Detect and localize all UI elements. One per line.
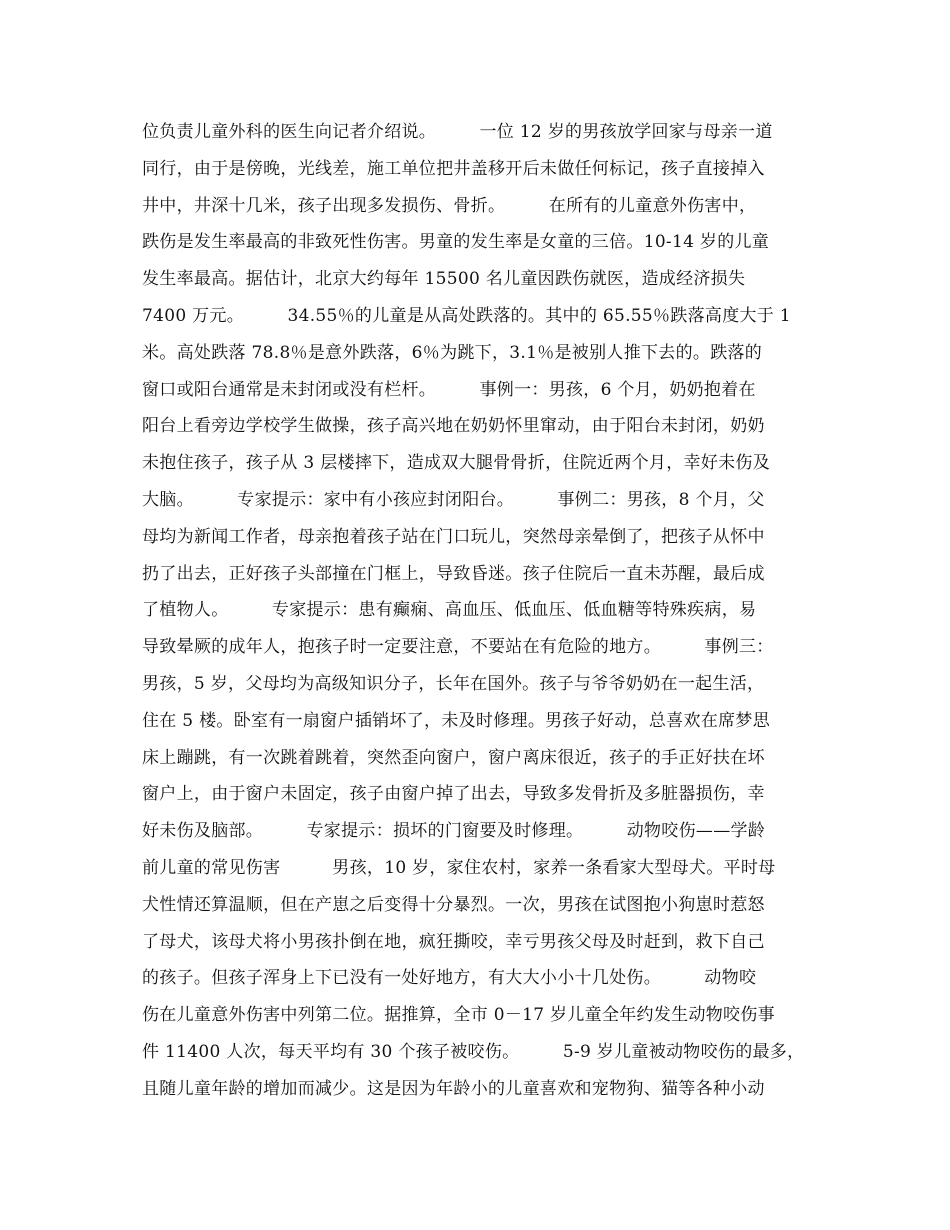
text-line: 了植物人。 专家提示：患有癫痫、高血压、低血压、低血糖等特殊疾病，易 [142, 600, 757, 621]
text-line: 大脑。 专家提示：家中有小孩应封闭阳台。 事例二：男孩，8 个月，父 [142, 489, 765, 510]
text-line: 井中，井深十几米，孩子出现多发损伤、骨折。 在所有的儿童意外伤害中， [142, 195, 757, 216]
text-line: 跌伤是发生率最高的非致死性伤害。男童的发生率是女童的三倍。10-14 岁的儿童 [142, 232, 770, 253]
text-line: 床上蹦跳，有一次跳着跳着，突然歪向窗户，窗户离床很近，孩子的手正好扶在坏 [142, 747, 765, 768]
text-line: 好未伤及脑部。 专家提示：损坏的门窗要及时修理。 动物咬伤——学龄 [142, 821, 766, 842]
text-line: 未抱住孩子，孩子从 3 层楼摔下，造成双大腿骨骨折，住院近两个月，幸好未伤及 [142, 453, 771, 474]
text-line: 位负责儿童外科的医生向记者介绍说。 一位 12 岁的男孩放学回家与母亲一道 [142, 122, 773, 142]
body-text [142, 114, 832, 1108]
text-line: 窗口或阳台通常是未封闭或没有栏杆。 事例一：男孩，6 个月，奶奶抱着在 [142, 379, 756, 400]
text-line: 导致晕厥的成年人，抱孩子时一定要注意，不要站在有危险的地方。 事例三： [142, 637, 774, 658]
text-line: 伤在儿童意外伤害中列第二位。据推算，全市 0－17 岁儿童全年约发生动物咬伤事 [142, 1005, 775, 1026]
text-line: 母均为新闻工作者，母亲抱着孩子站在门口玩儿，突然母亲晕倒了，把孩子从怀中 [142, 526, 765, 547]
text-line: 米。高处跌落 78.8％是意外跌落，6％为跳下，3.1％是被别人推下去的。跌落的 [142, 342, 763, 363]
text-line: 了母犬，该母犬将小男孩扑倒在地，疯狂撕咬，幸亏男孩父母及时赶到，救下自己 [142, 931, 765, 952]
text-line: 男孩，5 岁，父母均为高级知识分子，长年在国外。孩子与爷爷奶奶在一起生活， [142, 673, 765, 694]
text-line: 犬性情还算温顺，但在产崽之后变得十分暴烈。一次，男孩在试图抱小狗崽时惹怒 [142, 894, 765, 915]
text-line: 住在 5 楼。卧室有一扇窗户插销坏了，未及时修理。男孩子好动，总喜欢在席梦思 [142, 710, 771, 731]
text-line: 的孩子。但孩子浑身上下已没有一处好地方，有大大小小十几处伤。 动物咬 [142, 968, 757, 989]
text-line: 阳台上看旁边学校学生做操，孩子高兴地在奶奶怀里窜动，由于阳台未封闭，奶奶 [142, 416, 765, 437]
text-line: 前儿童的常见伤害 男孩，10 岁，家住农村，家养一条看家大型母犬。平时母 [142, 857, 776, 878]
text-line: 窗户上，由于窗户未固定，孩子由窗户掉了出去，导致多发骨折及多脏器损伤，幸 [142, 784, 765, 805]
text-line: 件 11400 人次，每天平均有 30 个孩子被咬伤。 5-9 岁儿童被动物咬伤的最多， [142, 1041, 805, 1062]
text-line: 扔了出去，正好孩子头部撞在门框上，导致昏迷。孩子住院后一直未苏醒，最后成 [142, 563, 765, 584]
text-line: 发生率最高。据估计，北京大约每年 15500 名儿童因跌伤就医，造成经济损失 [142, 269, 746, 290]
text-line: 7400 万元。 34.55％的儿童是从高处跌落的。其中的 65.55％跌落高度大于 1 [142, 305, 791, 326]
text-line: 同行，由于是傍晚，光线差，施工单位把井盖移开后未做任何标记，孩子直接掉入 [142, 158, 765, 179]
text-line: 且随儿童年龄的增加而减少。这是因为年龄小的儿童喜欢和宠物狗、猫等各种小动 [142, 1078, 765, 1099]
